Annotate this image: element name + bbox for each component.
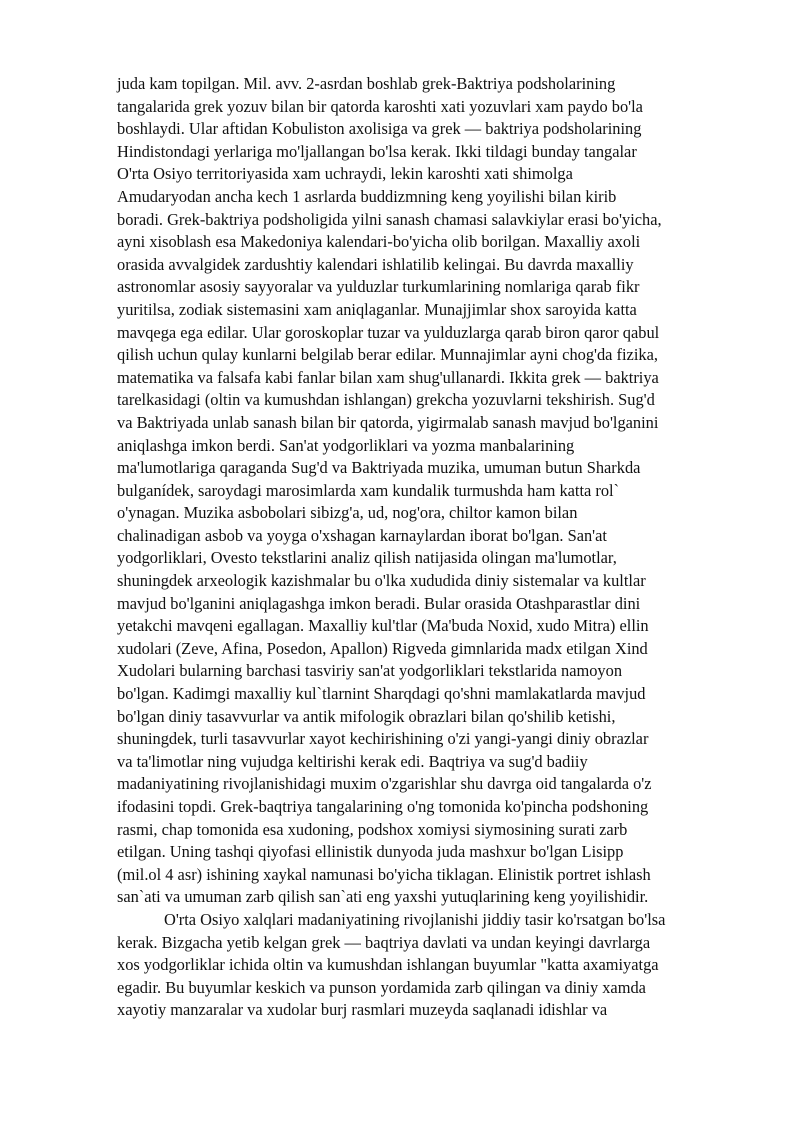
- text-line: madaniyatining rivojlanishidagi muxim o'zgarishlar shu davrga oid tangalarda o'z: [117, 774, 652, 794]
- text-line: juda kam topilgan. Mil. avv. 2-asrdan boshlab grek-Baktriya podsholarining: [117, 74, 616, 93]
- text-line: xayotiy manzaralar va xudolar burj rasmlari muzeyda saqlanadi idishlar va: [117, 1000, 608, 1020]
- text-line: ayni xisoblash esa Makedoniya kalendari-bo'yicha olib borilgan. Maxalliy axoli: [117, 232, 641, 252]
- text-line: va ta'limotlar ning vujudga keltirishi kerak edi. Baqtriya va sug'd badiiy: [117, 751, 588, 771]
- text-line: yodgorliklari, Ovesto tekstlarini analiz qilish natijasida olingan ma'lumotlar,: [117, 548, 617, 568]
- text-line: Amudaryodan ancha kech 1 asrlarda buddizmning keng yoyilishi bilan kirib: [117, 186, 617, 206]
- text-line: san`ati va umuman zarb qilish san`ati eng yaxshi yutuqlarining keng yoyilishidir.: [117, 887, 649, 907]
- text-line: xos yodgorliklar ichida oltin va kumushdan ishlangan buyumlar "katta axamiyatga: [117, 955, 659, 975]
- text-line: yetakchi mavqeni egallagan. Maxalliy kul'tlar (Ma'buda Noxid, xudo Mitra) ellin: [117, 616, 649, 636]
- text-line: kerak. Bizgacha yetib kelgan grek — baqtriya davlati va undan keyingi davrlarga: [117, 932, 651, 952]
- text-line: mavqega ega edilar. Ular goroskoplar tuzar va yulduzlarga qarab biron qaror qabul: [117, 322, 660, 342]
- text-line: egadir. Bu buyumlar keskich va punson yordamida zarb qilingan va diniy xamda: [117, 977, 646, 997]
- text-line: bulganídek, saroydagi marosimlarda xam kundalik turmushda ham katta rol`: [117, 480, 620, 500]
- text-line: va Baktriyada unlab sanash bilan bir qatorda, yigirmalab sanash mavjud bo'lganini: [117, 412, 659, 432]
- document-page: [117, 73, 747, 1022]
- text-line: shuningdek arxeologik kazishmalar bu o'lka xududida diniy sistemalar va kultlar: [117, 571, 646, 591]
- paragraph-1: [117, 73, 747, 909]
- text-line: bo'lgan diniy tasavvurlar va antik mifologik obrazlari bilan qo'shilib ketishi,: [117, 706, 616, 726]
- text-line: ifodasini topdi. Grek-baqtriya tangalarining o'ng tomonida ko'pincha podshoning: [117, 797, 649, 816]
- text-line: Xudolari bularning barchasi tasviriy san'at yodgorliklari tekstlarida namoyon: [117, 661, 623, 681]
- text-line: chalinadigan asbob va yoyga o'xshagan karnaylardan iborat bo'lgan. San'at: [117, 525, 607, 545]
- text-line: o'ynagan. Muzika asbobolari sibizg'a, ud, nog'ora, chiltor kamon bilan: [117, 503, 578, 523]
- text-line: xudolari (Zeve, Afina, Posedon, Apallon) Rigveda gimnlarida madx etilgan Xind: [117, 638, 648, 658]
- text-line: qilish uchun qulay kunlarni belgilab berar edilar. Munnajimlar ayni chog'da fizika,: [117, 345, 658, 365]
- text-line: boshlaydi. Ular aftidan Kobuliston axolisiga va grek — baktriya podsholarining: [117, 119, 642, 139]
- text-line: yuritilsa, zodiak sistemasini xam aniqlaganlar. Munajjimlar shox saroyida katta: [117, 299, 637, 319]
- text-line: orasida avvalgidek zardushtiy kalendari ishlatilib kelingai. Bu davrda maxalliy: [117, 254, 634, 274]
- text-line: rasmi, chap tomonida esa xudoning, podshox xomiysi siymosining surati zarb: [117, 819, 628, 839]
- text-line: astronomlar asosiy sayyoralar va yulduzlar turkumlarining nomlariga qarab fikr: [117, 277, 640, 297]
- text-line: aniqlashga imkon berdi. San'at yodgorliklari va yozma manbalarining: [117, 435, 575, 455]
- text-line: etilgan. Uning tashqi qiyofasi ellinistik dunyoda juda mashxur bo'lgan Lisipp: [117, 842, 624, 862]
- text-line: tangalarida grek yozuv bilan bir qatorda karoshti xati yozuvlari xam paydo bo'la: [117, 96, 643, 116]
- text-line: shuningdek, turli tasavvurlar xayot kechirishining o'zi yangi-yangi diniy obrazlar: [117, 729, 649, 749]
- text-line: boradi. Grek-baktriya podsholigida yilni sanash chamasi salavkiylar erasi bo'yicha,: [117, 209, 662, 229]
- text-line: O'rta Osiyo territoriyasida xam uchraydi, lekin karoshti xati shimolga: [117, 164, 573, 184]
- paragraph-2: [117, 909, 747, 1022]
- text-line: (mil.ol 4 asr) ishining xaykal namunasi bo'yicha tiklagan. Elinistik portret ishlash: [117, 864, 651, 884]
- text-line: Hindistondagi yerlariga mo'ljallangan bo'lsa kerak. Ikki tildagi bunday tangalar: [117, 141, 637, 161]
- text-line: O'rta Osiyo xalqlari madaniyatining rivojlanishi jiddiy tasir ko'rsatgan bo'lsa: [164, 909, 666, 929]
- text-line: tarelkasidagi (oltin va kumushdan ishlangan) grekcha yozuvlarni tekshirish. Sug'd: [117, 390, 655, 410]
- text-line: bo'lgan. Kadimgi maxalliy kul`tlarnint Sharqdagi qo'shni mamlakatlarda mavjud: [117, 684, 646, 704]
- text-line: mavjud bo'lganini aniqlagashga imkon beradi. Bular orasida Otashparastlar dini: [117, 593, 641, 613]
- text-line: matematika va falsafa kabi fanlar bilan xam shug'ullanardi. Ikkita grek — baktriya: [117, 367, 659, 387]
- text-line: ma'lumotlariga qaraganda Sug'd va Baktriyada muzika, umuman butun Sharkda: [117, 458, 641, 478]
